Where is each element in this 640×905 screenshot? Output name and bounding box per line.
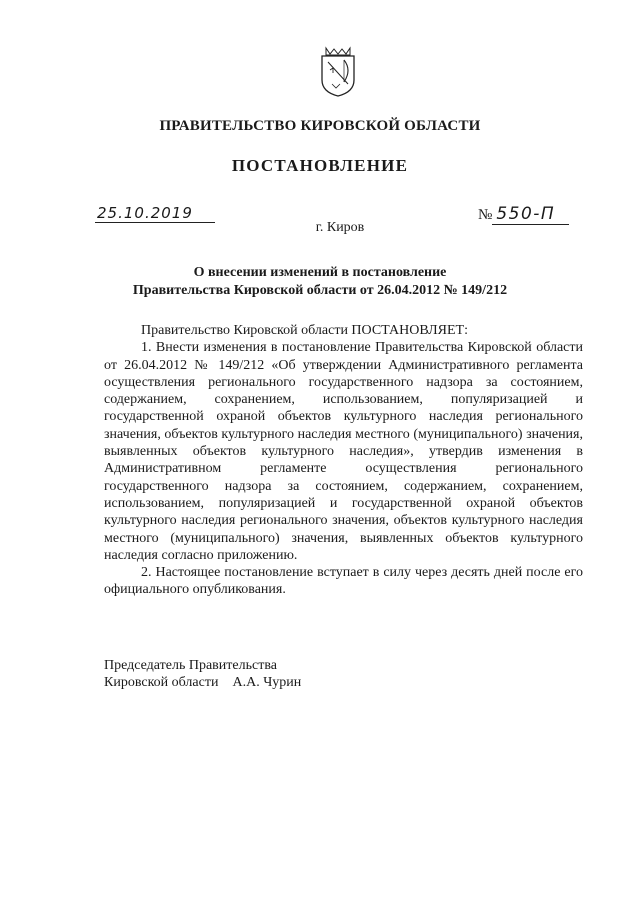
document-body xyxy=(104,322,583,599)
coat-of-arms-emblem xyxy=(318,46,358,98)
subject-line-2: Правительства Кировской области от 26.04.2012 № 149/212 xyxy=(132,283,508,298)
handwritten-date: 25.10.2019 xyxy=(95,204,215,223)
document-subject xyxy=(0,264,640,300)
subject-line-1: О внесении изменений в постановление xyxy=(193,265,447,280)
body-item-1: 1. Внести изменения в постановление Правительства Кировской области от 26.04.2012 № 149/212 «Об утверждении Административного регламента осуществления регионального государственного надзора за состоянием, содержанием, сохранением, использованием, популяризацией и государственной охраной объектов культурного наследия регионального значения, объектов культурного наследия местного (муниципального) значения, выявленных объектов культурного наследия», утвердив изменения в Административном регламенте осуществления регионального государственного надзора за состоянием, содержанием, сохранением, использованием, популяризацией и государственной охраной объектов культурного наследия регионального значения, объектов культурного наследия местного (муниципального) значения, выявленных объектов культурного наследия согласно приложению. xyxy=(104,340,583,563)
document-type-title: ПОСТАНОВЛЕНИЕ xyxy=(231,156,409,175)
number-prefix: № xyxy=(478,207,493,223)
signature-block xyxy=(104,657,301,691)
signatory-name: А.А. Чурин xyxy=(232,675,302,690)
handwritten-number: 550-П xyxy=(492,204,569,225)
body-item-2: 2. Настоящее постановление вступает в силу через десять дней после его официального опубликования. xyxy=(104,565,583,598)
body-intro: Правительство Кировской области ПОСТАНОВЛЯЕТ: xyxy=(141,323,468,338)
city-name: г. Киров xyxy=(315,220,365,235)
signatory-position-line-1: Председатель Правительства xyxy=(104,658,277,673)
government-title: ПРАВИТЕЛЬСТВО КИРОВСКОЙ ОБЛАСТИ xyxy=(159,118,481,134)
signatory-position-line-2: Кировской области xyxy=(104,675,219,690)
